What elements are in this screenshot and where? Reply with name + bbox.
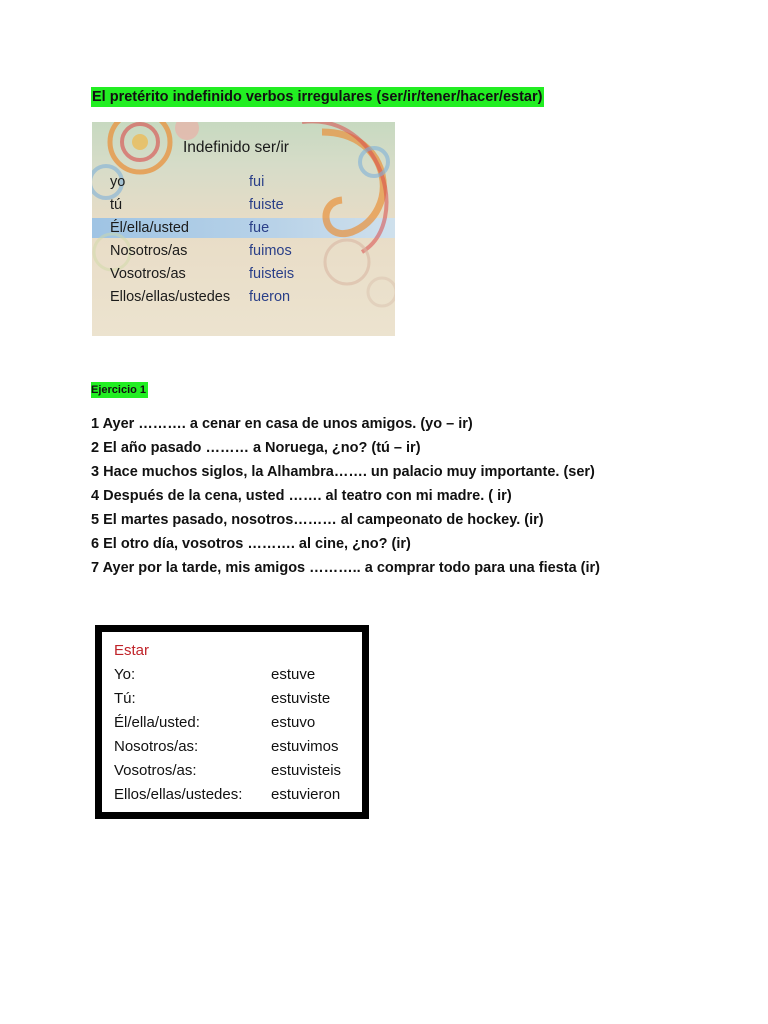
item-number: 2 bbox=[91, 440, 100, 456]
verb-form: fui bbox=[249, 174, 265, 190]
exercise-item bbox=[91, 461, 600, 485]
exercise-item bbox=[91, 413, 600, 437]
conjugation-row bbox=[102, 762, 362, 786]
person-label: Él/ella/usted: bbox=[114, 714, 200, 731]
person-label: Ellos/ellas/ustedes bbox=[110, 289, 231, 305]
verb-form: fuimos bbox=[249, 243, 292, 259]
exercise-item bbox=[91, 485, 600, 509]
item-number: 3 bbox=[91, 464, 100, 480]
person-label: Ellos/ellas/ustedes: bbox=[114, 786, 243, 803]
item-text: El otro día, vosotros ………. al cine, ¿no? (ir) bbox=[103, 536, 411, 552]
exercise-item bbox=[91, 557, 600, 581]
conjugation-row bbox=[102, 666, 362, 690]
item-number: 4 bbox=[91, 488, 100, 504]
item-text: El martes pasado, nosotros……… al campeonato de hockey. (ir) bbox=[103, 512, 544, 528]
conjugation-row bbox=[92, 289, 395, 311]
person-label: Yo: bbox=[114, 666, 136, 683]
item-number: 6 bbox=[91, 536, 100, 552]
exercise-item bbox=[91, 533, 600, 557]
ser-ir-conjugation-image bbox=[92, 122, 395, 336]
person-label: Tú: bbox=[114, 690, 136, 707]
exercise-label: Ejercicio 1 bbox=[91, 384, 147, 396]
estar-heading: Estar bbox=[114, 642, 150, 659]
conjugation-row bbox=[92, 266, 395, 288]
person-label: Nosotros/as: bbox=[114, 738, 199, 755]
conjugation-row bbox=[92, 197, 395, 219]
item-text: Ayer por la tarde, mis amigos ……….. a comprar todo para una fiesta (ir) bbox=[102, 560, 600, 576]
person-label: tú bbox=[110, 197, 123, 213]
person-label: Él/ella/usted bbox=[110, 220, 189, 236]
item-number: 7 bbox=[91, 560, 100, 576]
estar-conjugation-box bbox=[95, 625, 369, 819]
page-title: El pretérito indefinido verbos irregulares (ser/ir/tener/hacer/estar) bbox=[92, 89, 543, 105]
exercise-item bbox=[91, 509, 600, 533]
person-label: yo bbox=[110, 174, 126, 190]
conjugation-row bbox=[102, 738, 362, 762]
conjugation-row bbox=[102, 786, 362, 810]
item-text: El año pasado ……… a Noruega, ¿no? (tú – ir) bbox=[103, 440, 421, 456]
exercise-list bbox=[91, 413, 600, 581]
verb-form: estuvimos bbox=[271, 738, 339, 755]
verb-form: estuve bbox=[271, 666, 316, 683]
verb-form: fueron bbox=[249, 289, 291, 305]
item-text: Hace muchos siglos, la Alhambra……. un palacio muy importante. (ser) bbox=[103, 464, 595, 480]
conjugation-row bbox=[92, 243, 395, 265]
exercise-item bbox=[91, 437, 600, 461]
person-label: Vosotros/as: bbox=[114, 762, 197, 779]
item-text: Ayer ………. a cenar en casa de unos amigos. (yo – ir) bbox=[102, 416, 473, 432]
item-text: Después de la cena, usted ……. al teatro con mi madre. ( ir) bbox=[103, 488, 512, 504]
conjugation-row bbox=[92, 174, 395, 196]
person-label: Vosotros/as bbox=[110, 266, 186, 282]
conjugation-row bbox=[102, 690, 362, 714]
item-number: 1 bbox=[91, 416, 100, 432]
ser-ir-heading: Indefinido ser/ir bbox=[183, 139, 289, 156]
item-number: 5 bbox=[91, 512, 100, 528]
verb-form: fuisteis bbox=[249, 266, 295, 282]
conjugation-row bbox=[92, 220, 395, 242]
conjugation-row bbox=[102, 714, 362, 738]
verb-form: estuvo bbox=[271, 714, 316, 731]
verb-form: estuviste bbox=[271, 690, 331, 707]
verb-form: fuiste bbox=[249, 197, 284, 213]
person-label: Nosotros/as bbox=[110, 243, 188, 259]
verb-form: fue bbox=[249, 220, 270, 236]
verb-form: estuvisteis bbox=[271, 762, 342, 779]
verb-form: estuvieron bbox=[271, 786, 341, 803]
